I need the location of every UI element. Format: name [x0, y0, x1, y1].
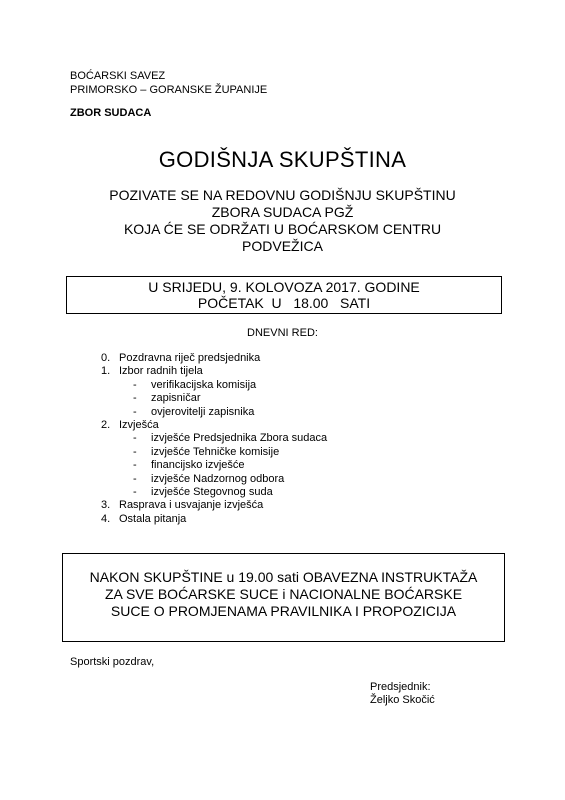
dash-bullet: -: [133, 459, 137, 472]
agenda-item-text: Pozdravna riječ predsjednika: [119, 352, 261, 364]
agenda-item-text: Izbor radnih tijela: [119, 365, 203, 378]
agenda-item-number: 3.: [101, 499, 111, 512]
agenda-subitem-text: verifikacijska komisija: [151, 378, 257, 391]
date-box: [66, 276, 502, 314]
closing-greeting: Sportski pozdrav,: [70, 656, 155, 668]
agenda-item: [101, 499, 327, 512]
org-region: PRIMORSKO – GORANSKE ŽUPANIJE: [70, 84, 268, 96]
start-time-line: POČETAK U 18.00 SATI: [197, 295, 371, 311]
agenda-subitem-text: izvješće Stegovnog suda: [151, 486, 273, 499]
notice-line: ZA SVE BOĆARSKE SUCE i NACIONALNE BOĆARSKE: [104, 586, 463, 602]
agenda-subitem-text: ovjerovitelji zapisnika: [151, 405, 255, 418]
org-name: BOĆARSKI SAVEZ: [70, 70, 166, 82]
agenda-item-number: 4.: [101, 512, 111, 525]
agenda-subitem-text: izvješće Nadzornog odbora: [151, 472, 285, 485]
agenda-subitem-text: zapisničar: [151, 392, 201, 405]
agenda-item-text: Izvješća: [119, 419, 159, 432]
agenda-subitem: [101, 459, 327, 472]
agenda-item: [101, 513, 327, 526]
dash-bullet: -: [133, 486, 137, 499]
page-title: GODIŠNJA SKUPŠTINA: [158, 147, 407, 172]
agenda-subitem-text: izvješće Predsjednika Zbora sudaca: [151, 432, 328, 445]
dash-bullet: -: [133, 378, 137, 391]
invitation-line: PODVEŽICA: [242, 238, 323, 254]
agenda-item-number: 1.: [101, 365, 111, 378]
agenda-subitem: [101, 473, 327, 486]
agenda-item: [101, 352, 327, 365]
date-line: U SRIJEDU, 9. KOLOVOZA 2017. GODINE: [148, 279, 420, 295]
invitation-line: POZIVATE SE NA REDOVNU GODIŠNJU SKUPŠTINU: [109, 187, 456, 203]
notice-box: [62, 553, 505, 642]
agenda-subitem: [101, 486, 327, 499]
agenda-heading: DNEVNI RED:: [247, 327, 318, 339]
notice-line: SUCE O PROMJENAMA PRAVILNIKA I PROPOZICIJA: [110, 603, 457, 619]
agenda-item-number: 2.: [101, 419, 111, 432]
agenda-item-number: 0.: [101, 352, 111, 364]
agenda-subitem-text: financijsko izvješće: [151, 459, 245, 472]
agenda-item-text: Rasprava i usvajanje izvješća: [119, 499, 264, 512]
agenda-subitem: [101, 432, 327, 445]
agenda-subitem: [101, 392, 327, 405]
signature-name: Željko Skočić: [370, 694, 435, 706]
agenda-subitem: [101, 446, 327, 459]
dash-bullet: -: [133, 405, 137, 418]
dash-bullet: -: [133, 432, 137, 445]
agenda-item: [101, 365, 327, 378]
invitation-line: KOJA ĆE SE ODRŽATI U BOĆARSKOM CENTRU: [123, 221, 442, 237]
agenda-item: [101, 419, 327, 432]
organization-header: [70, 69, 267, 97]
dash-bullet: -: [133, 392, 137, 405]
signature-role: Predsjednik:: [370, 681, 431, 693]
agenda-subitem: [101, 379, 327, 392]
agenda-subitem: [101, 406, 327, 419]
agenda-list: [101, 352, 327, 526]
dash-bullet: -: [133, 472, 137, 485]
department-name: ZBOR SUDACA: [70, 107, 152, 119]
dash-bullet: -: [133, 445, 137, 458]
invitation-line: ZBORA SUDACA PGŽ: [211, 204, 354, 220]
agenda-subitem-text: izvješće Tehničke komisije: [151, 445, 280, 458]
notice-line: NAKON SKUPŠTINE u 19.00 sati OBAVEZNA INSTRUKTAŽA: [89, 569, 478, 585]
signature-block: [370, 681, 435, 707]
invitation-text: [0, 187, 565, 255]
agenda-item-text: Ostala pitanja: [119, 512, 187, 525]
